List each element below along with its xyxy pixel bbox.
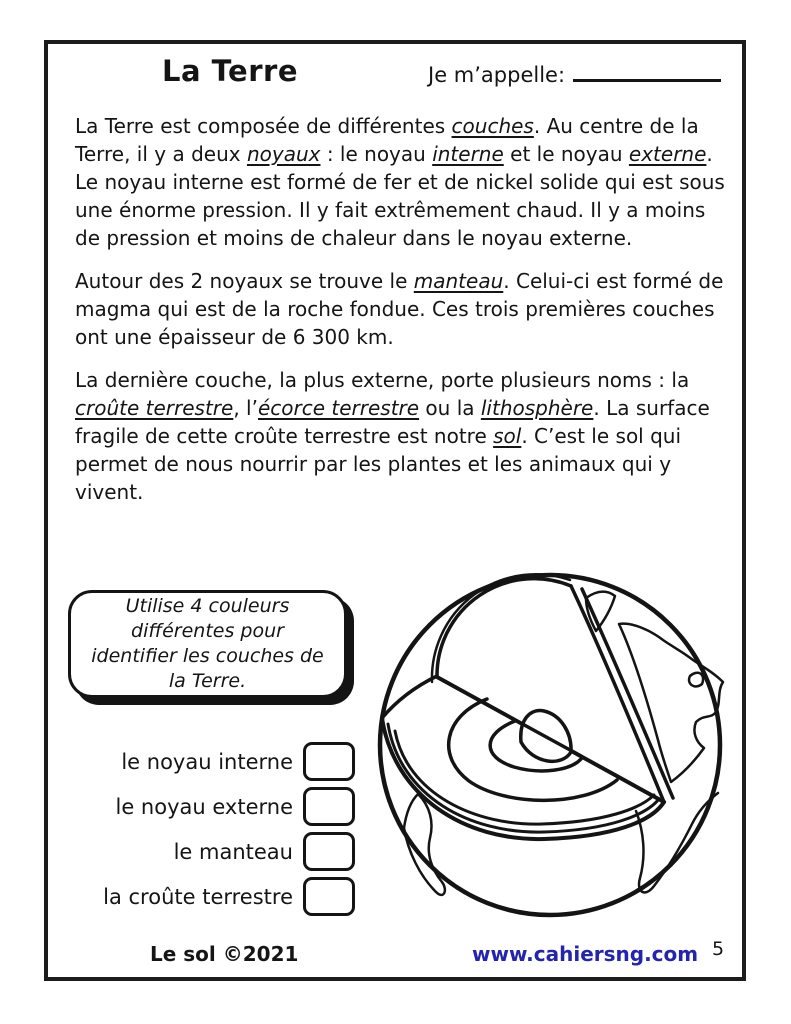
paragraph-croute: La dernière couche, la plus externe, porte plusieurs noms : la croûte terrestre, l’écorce terrestre ou la lithosphère. La surface fragile de cette croûte terrestre est notre sol. C’est le sol qui permet de nous nourrir par les plantes et les animaux qui y vivent. (75, 368, 710, 504)
paragraph-manteau: Autour des 2 noyaux se trouve le manteau. Celui-ci est formé de magma qui est de la roche fondue. Ces trois premières couches ont une épaisseur de 6 300 km. (75, 269, 724, 349)
color-key-row-manteau (95, 830, 355, 873)
color-box-noyau-externe[interactable] (303, 787, 355, 826)
name-label: Je m’appelle: (428, 63, 566, 87)
instruction-bubble-text: Utilise 4 couleurs différentes pour identifier les couches de la Terre. (91, 595, 324, 692)
color-key-list (95, 740, 355, 920)
page-title: La Terre (161, 54, 298, 88)
color-key-row-croute (95, 875, 355, 918)
color-key-label: le noyau externe (115, 794, 293, 819)
color-box-manteau[interactable] (303, 832, 355, 871)
color-key-label: la croûte terrestre (103, 884, 293, 909)
color-box-croute-terrestre[interactable] (303, 877, 355, 916)
name-field-row (428, 62, 721, 87)
color-key-row-noyau-externe (95, 785, 355, 828)
footer-website-link[interactable]: www.cahiersng.com (472, 942, 699, 966)
color-key-row-noyau-interne (95, 740, 355, 783)
body-text (75, 112, 727, 521)
earth-cutaway-illustration (374, 556, 748, 948)
instruction-bubble (68, 590, 347, 698)
paragraph-couches: La Terre est composée de différentes couches. Au centre de la Terre, il y a deux noyaux : le noyau interne et le noyau externe. Le noyau interne est formé de fer et de nickel solide qui est sous une énorme pression. Il y fait extrêmement chaud. Il y a moins de pression et moins de chaleur dans le noyau externe. (75, 114, 725, 250)
name-input-line[interactable] (573, 62, 721, 82)
color-box-noyau-interne[interactable] (303, 742, 355, 781)
color-key-label: le manteau (173, 839, 293, 864)
page-number: 5 (712, 938, 725, 960)
color-key-label: le noyau interne (121, 749, 293, 774)
footer-copyright: Le sol ©2021 (150, 942, 299, 966)
